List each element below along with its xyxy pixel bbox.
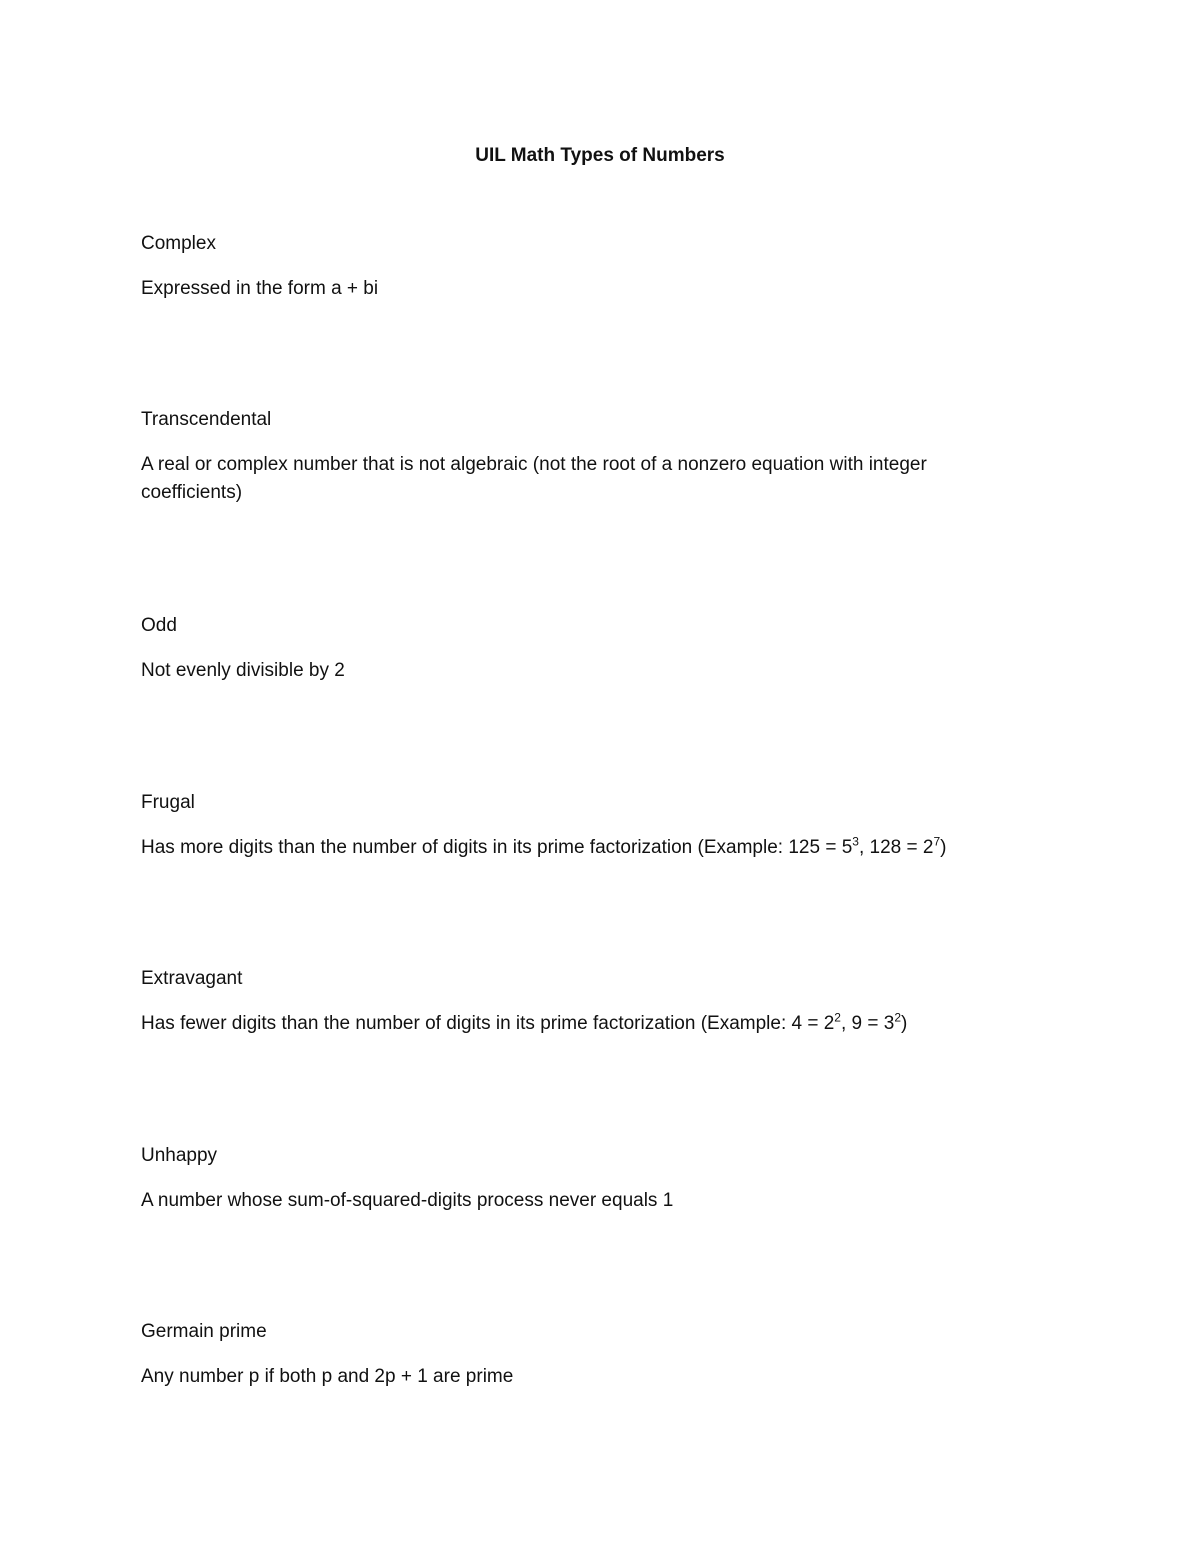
term-definition: A real or complex number that is not algebraic (not the root of a nonzero equation with integer coefficients) bbox=[141, 454, 927, 503]
definition-text: ) bbox=[940, 837, 947, 858]
term-definition: Expressed in the form a + bi bbox=[141, 278, 379, 299]
term-heading: Germain prime bbox=[141, 1321, 267, 1342]
definition-text: , 9 = 3 bbox=[840, 1013, 895, 1034]
term-definition: Not evenly divisible by 2 bbox=[141, 660, 345, 681]
definition-text: Has fewer digits than the number of digits in its prime factorization (Example: 4 = 2 bbox=[141, 1013, 835, 1034]
term-heading: Unhappy bbox=[141, 1145, 218, 1166]
term-heading: Frugal bbox=[141, 792, 195, 813]
definition-text: , 128 = 2 bbox=[858, 837, 934, 858]
exponent: 2 bbox=[894, 1010, 902, 1025]
exponent: 7 bbox=[933, 834, 941, 849]
term-definition: Any number p if both p and 2p + 1 are prime bbox=[141, 1366, 514, 1387]
term-definition: A number whose sum-of-squared-digits process never equals 1 bbox=[141, 1190, 674, 1211]
term-definition bbox=[141, 834, 1001, 862]
term-heading: Extravagant bbox=[141, 968, 243, 989]
exponent: 3 bbox=[852, 834, 859, 849]
definition-text: ) bbox=[901, 1013, 908, 1034]
term-heading: Complex bbox=[141, 233, 216, 254]
definition-text: Has more digits than the number of digits in its prime factorization (Example: 125 = 5 bbox=[141, 837, 853, 858]
term-heading: Odd bbox=[141, 615, 177, 636]
term-heading: Transcendental bbox=[141, 409, 272, 430]
exponent: 2 bbox=[834, 1010, 841, 1025]
page-title: UIL Math Types of Numbers bbox=[475, 145, 725, 166]
term-definition bbox=[141, 1010, 1001, 1038]
